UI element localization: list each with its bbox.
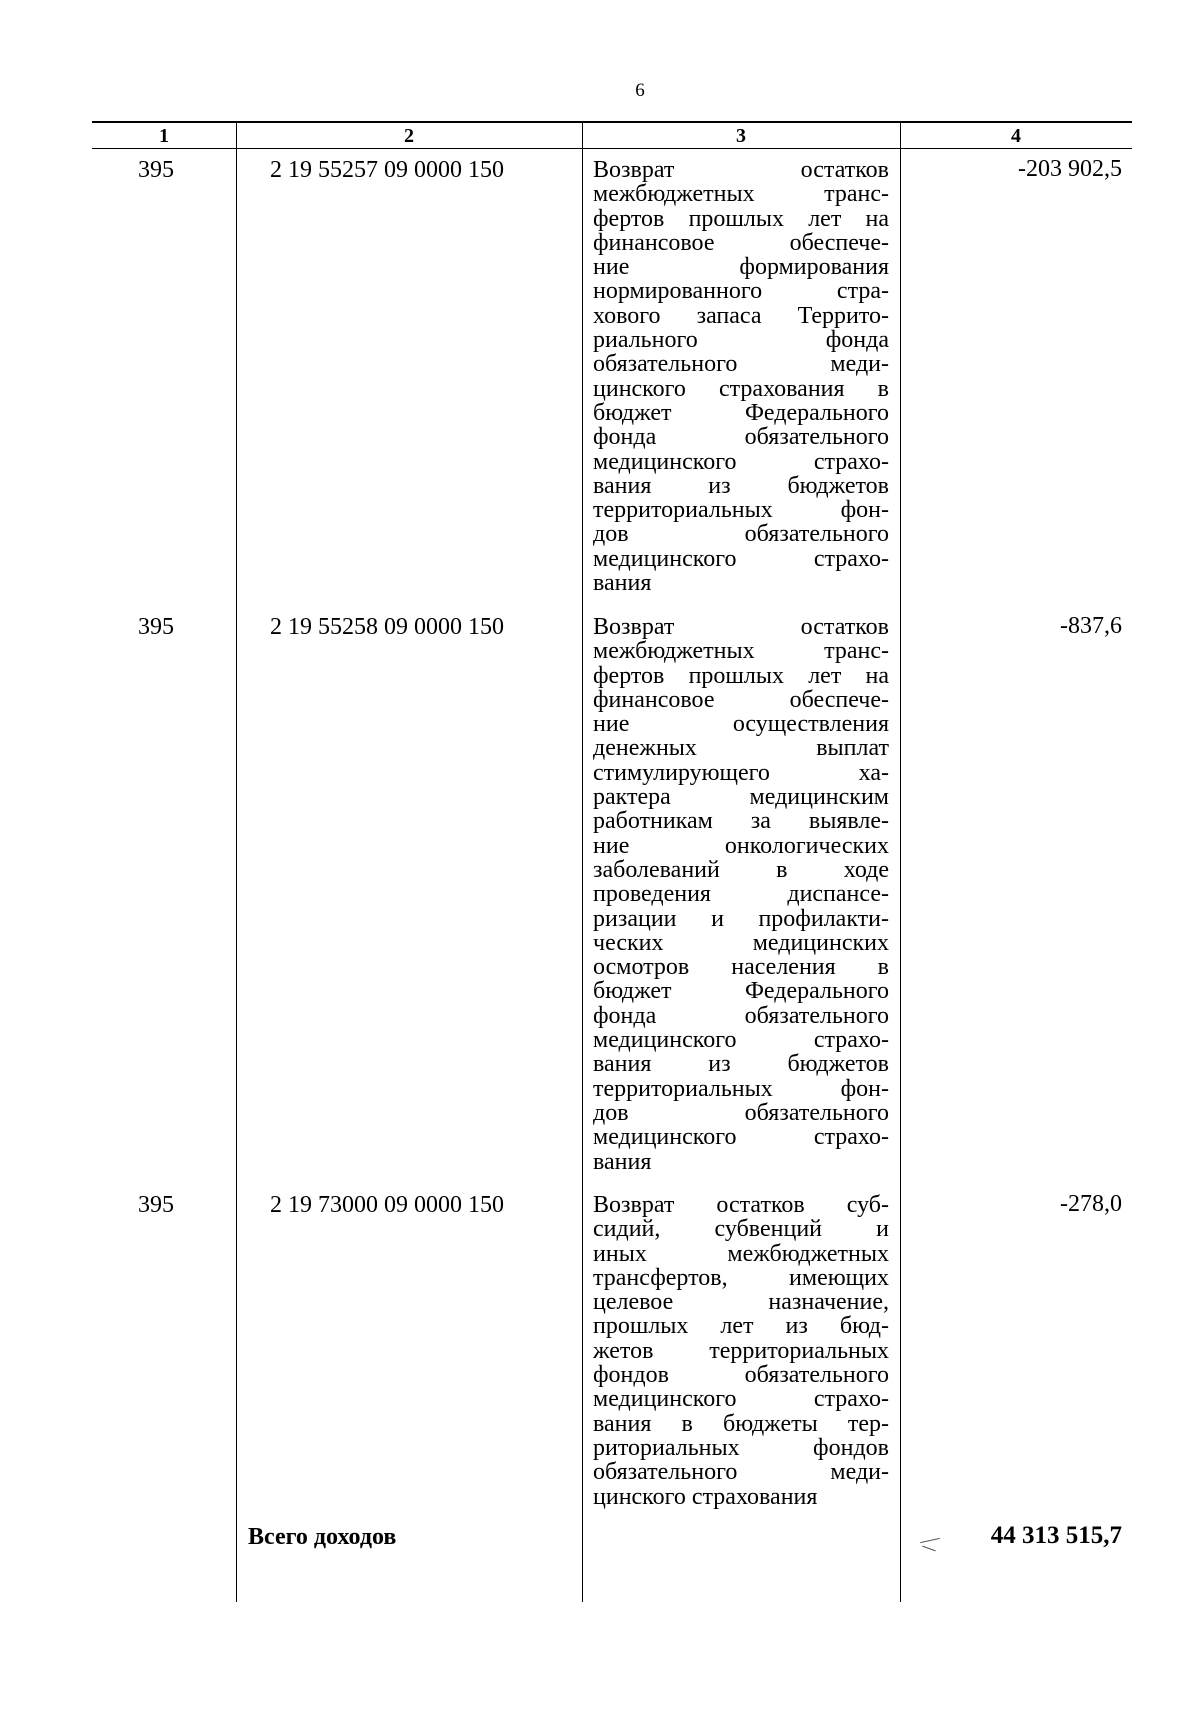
row-amount: -203 902,5 — [1018, 156, 1122, 182]
column-divider-3 — [900, 122, 901, 1602]
row-amount: -278,0 — [1060, 1191, 1122, 1217]
scan-mark — [920, 1538, 940, 1543]
row-code-col1: 395 — [138, 614, 174, 640]
row-code-col1: 395 — [138, 1192, 174, 1218]
scan-mark — [922, 1546, 935, 1552]
row-description: Возврат остатков межбюджетных транс- фертов прошлых лет на финансовое обеспече- ние формирования нормированного стра- хового запаса Террито- риального фонда обязательного меди- цинского страхования в бюджет Федерального фонда обязательного медицинского страхо- вания из бюджетов территориальных фон- дов обязательного медицинского страхо- вания — [593, 158, 889, 596]
column-divider-2 — [582, 122, 583, 1602]
column-header-3: 3 — [736, 125, 746, 147]
row-budget-code: 2 19 73000 09 0000 150 — [270, 1192, 504, 1218]
row-amount: -837,6 — [1060, 613, 1122, 639]
column-divider-1 — [236, 122, 237, 1602]
total-label: Всего доходов — [248, 1524, 397, 1550]
row-description: Возврат остатков межбюджетных транс- фертов прошлых лет на финансовое обеспече- ние осуществления денежных выплат стимулирующего ха- рактера медицинским работникам за выявле- ние онкологических заболеваний в ходе проведения диспансе- ризации и профилакти- ческих медицинских осмотров населения в бюджет Федерального фонда обязательного медицинского страхо- вания из бюджетов территориальных фон- дов обязательного медицинского страхо- вания — [593, 615, 889, 1174]
column-header-4: 4 — [1011, 125, 1021, 147]
row-budget-code: 2 19 55257 09 0000 150 — [270, 157, 504, 183]
table-top-rule — [92, 121, 1132, 123]
row-description: Возврат остатков суб- сидий, субвенций и иных межбюджетных трансфертов, имеющих целевое назначение, прошлых лет из бюд- жетов территориальных фондов обязательного медицинского страхо- вания в бюджеты тер- риториальных фондов обязательного меди- цинского страхования — [593, 1193, 889, 1509]
column-header-2: 2 — [404, 125, 414, 147]
total-amount: 44 313 515,7 — [990, 1522, 1122, 1549]
header-bottom-rule — [92, 148, 1132, 149]
row-budget-code: 2 19 55258 09 0000 150 — [270, 614, 504, 640]
page-number: 6 — [635, 80, 645, 101]
row-code-col1: 395 — [138, 157, 174, 183]
column-header-1: 1 — [159, 125, 169, 147]
